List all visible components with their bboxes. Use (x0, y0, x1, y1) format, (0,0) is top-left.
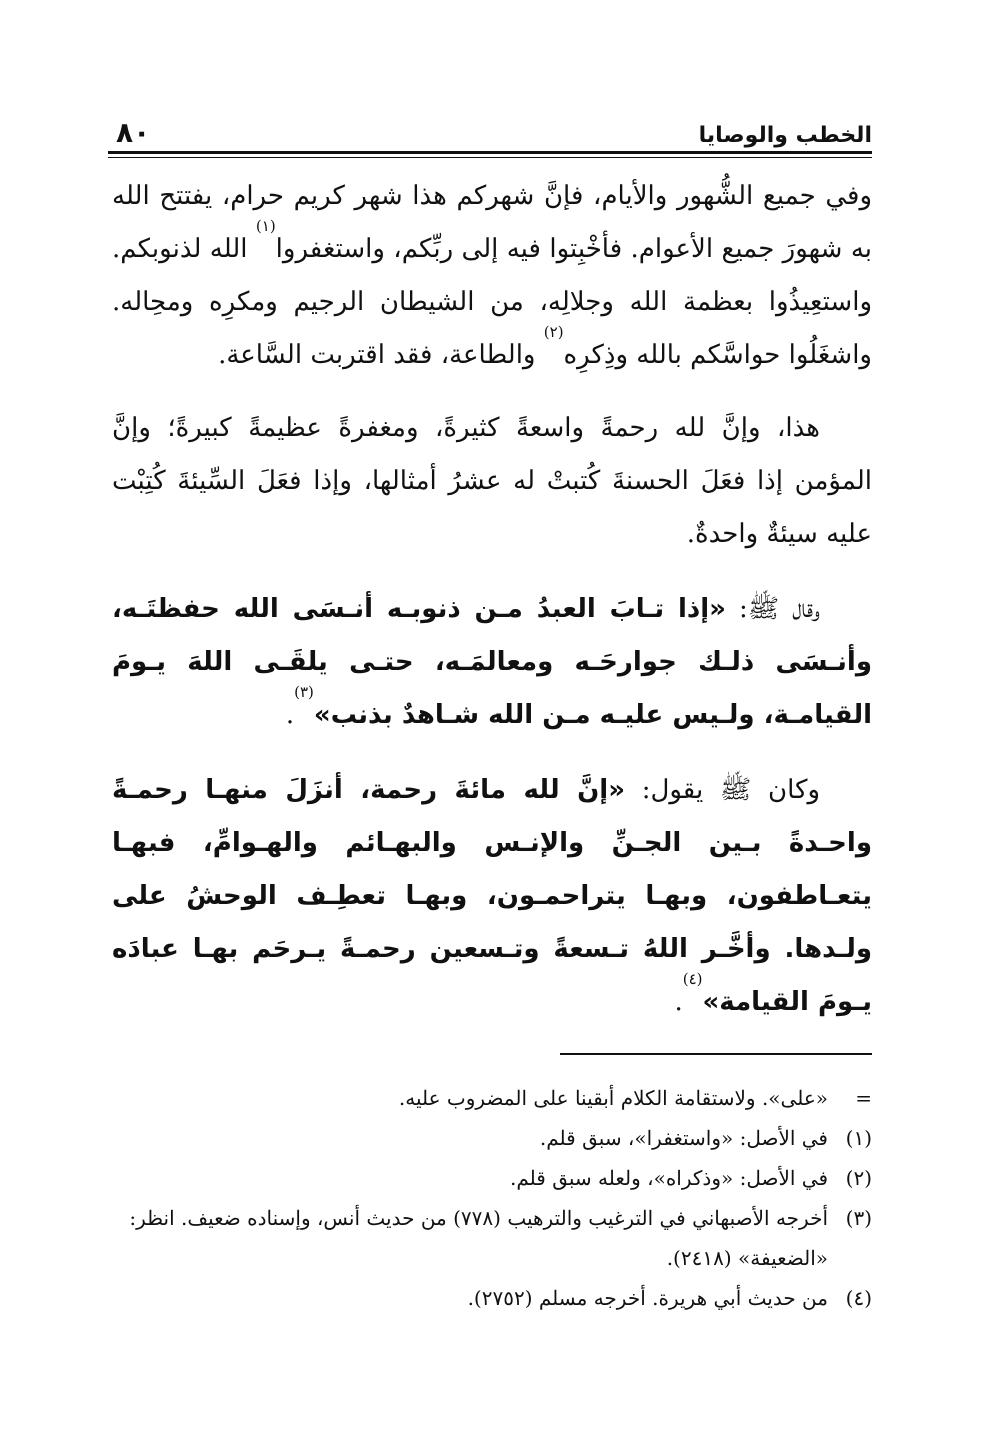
page-header (108, 112, 872, 152)
footnote-separator (560, 1053, 872, 1055)
footnote-marker: (٢) (845, 1166, 872, 1190)
footnote-text: من حديث أبي هريرة. أخرجه مسلم (٢٧٥٢). (467, 1286, 828, 1310)
header-rule-thin (108, 157, 872, 158)
footnote-ref-2: (٢) (543, 323, 564, 341)
footnote-continuation (112, 1078, 872, 1118)
footnote-text: أخرجه الأصبهاني في الترغيب والترهيب (٧٧٨) من حديث أنس، وإسناده ضعيف. انظر: «الضعيفة» (٢٤١٨). (129, 1206, 828, 1270)
paragraph-3 (112, 583, 872, 742)
paragraph-4 (112, 764, 872, 1029)
paragraph-1-part-1: وفي جميع الشُّهور والأيام، فإنَّ شهركم هذا شهر كريم حرام، يفتتح الله به شهورَ جميع الأعوام. فأخْبِتوا فيه إلى ربِّكم، واستغفروا (112, 181, 873, 264)
footnote-ref-3: (٣) (294, 683, 314, 701)
paragraph-1 (112, 170, 872, 382)
running-title: الخطب والوصايا (698, 123, 872, 148)
hadith-quote-1: «إذا تـابَ العبدُ مـن ذنوبـه أنـسَى الله حفظتَـه، وأنـسَى ذلـك جوارحَـه ومعالمَـه، حتـى يلقَـى اللهَ يـومَ القيامـة، ولـيس عليـه مـن الله شـاهدٌ بذنب» (112, 594, 872, 730)
footnote-marker: (٤) (845, 1286, 872, 1310)
footnote-2 (112, 1158, 872, 1198)
footnote-1 (112, 1118, 872, 1158)
footnote-ref-1: (١) (255, 217, 276, 235)
paragraph-3-end: . (285, 700, 295, 730)
footnote-4 (112, 1278, 872, 1318)
footnote-marker: (١) (845, 1126, 872, 1150)
footnote-text: في الأصل: «واستغفرا»، سبق قلم. (539, 1126, 828, 1150)
body-text (112, 170, 872, 1029)
paragraph-4-end: . (674, 987, 683, 1017)
paragraph-2 (112, 402, 872, 561)
paragraph-4-intro: وكان ﷺ يقول: (625, 775, 820, 805)
footnote-text: «على». ولاستقامة الكلام أبقينا على المضروب عليه. (398, 1086, 828, 1110)
footnotes (112, 1078, 872, 1318)
header-rule-thick (108, 151, 872, 154)
footnote-marker: = (855, 1086, 872, 1110)
paragraph-2-text: هذا، وإنَّ لله رحمةً واسعةً كثيرةً، ومغفرةً عظيمةً كبيرةً؛ وإنَّ المؤمن إذا فعَلَ الحسنةَ كُتبتْ له عشرُ أمثالها، وإذا فعَلَ السِّيئةَ كُتِبْت عليه سيئةٌ واحدةٌ. (112, 413, 872, 549)
footnote-marker: (٣) (845, 1206, 872, 1230)
paragraph-1-part-3: والطاعة، فقد اقتربت السَّاعة. (218, 340, 544, 370)
paragraph-3-intro: وقال ﷺ: (725, 594, 820, 624)
page-number: ٨٠ (116, 116, 151, 149)
hadith-quote-2: «إنَّ لله مائةَ رحمة، أنزَلَ منهـا رحمـةً واحـدةً بـين الجـنِّ والإنـس والبهـائم والهـوامِّ، فبهـا يتعـاطفون، وبهـا يتراحمـون، وبهـا تعطِـف الوحشُ على ولـدها. وأخَّـر اللهُ تـسعةً وتـسعين رحمـةً يـرحَم بهـا عبادَه يـومَ القيامة» (112, 775, 872, 1017)
paragraph-1-part-2: الله لذنوبكم. واستعِيذُوا بعظمة الله وجلالِه، من الشيطان الرجيم ومكرِه ومحِاله. واشغَلُوا حواسَّكم بالله وذِكرِه (112, 234, 872, 370)
footnote-3 (112, 1198, 872, 1278)
footnote-ref-4: (٤) (682, 970, 703, 988)
footnote-text: في الأصل: «وذكراه»، ولعله سبق قلم. (510, 1166, 828, 1190)
